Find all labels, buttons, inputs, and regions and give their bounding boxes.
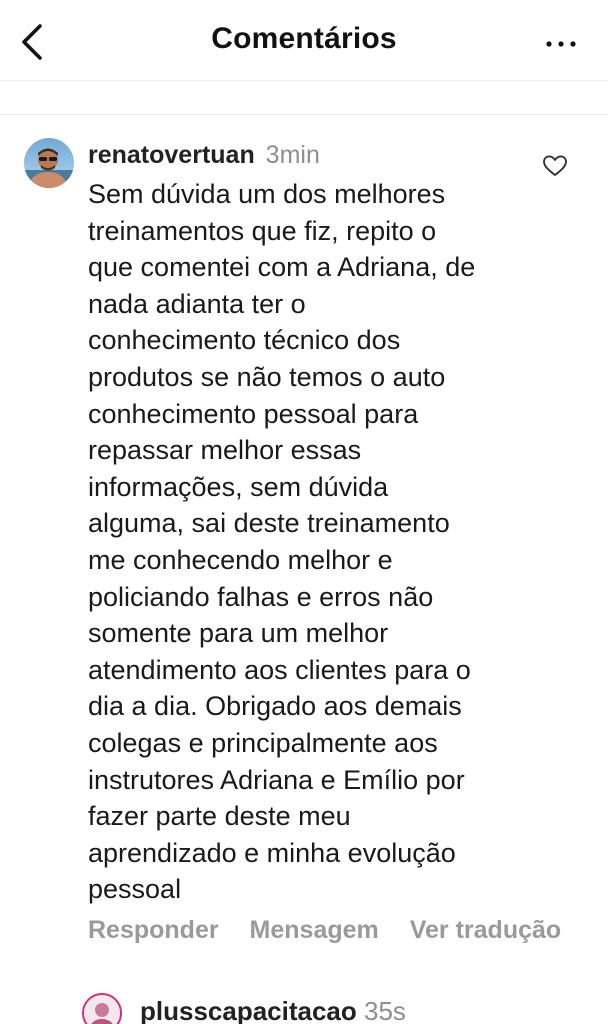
comment-username[interactable]: renatovertuan [88,141,255,169]
page-title: Comentários [211,22,397,55]
header-divider [0,80,608,81]
chevron-left-icon[interactable] [14,22,54,62]
comment-actions [88,916,561,945]
comment-divider [0,114,608,115]
translate-button[interactable]: Ver tradução [409,916,562,944]
comment-body: Sem dúvida um dos melhores treinamentos que fiz, repito o que comentei com a Adriana, de nada adianta ter o conhecimento técnico dos produtos se não temos o auto conhecimento pessoal para repassar melhor essas informações, sem dúvida alguma, sai deste treinamento me conhecendo melhor e policiando falhas e erros não somente para um melhor atendimento aos clientes para o dia a dia. Obrigado aos demais colegas e principalmente aos instrutores Adriana e Emílio por fazer parte deste meu aprendizado e minha evolução pessoal [88,179,476,905]
avatar[interactable] [24,138,74,188]
top-header [0,0,608,80]
comment-meta [88,138,320,172]
next-comment-time: 35s [364,996,406,1024]
next-comment-meta [140,996,406,1024]
message-button[interactable]: Mensagem [249,916,379,944]
reply-button[interactable]: Responder [88,916,219,944]
next-comment-avatar[interactable] [82,993,122,1024]
comment-time: 3min [265,141,320,169]
next-avatar-photo [84,995,120,1024]
more-horizontal-icon[interactable] [544,30,578,58]
avatar-photo [24,138,74,188]
next-comment-username[interactable]: plusscapacitacao [140,996,357,1024]
heart-outline-icon[interactable] [542,154,568,178]
